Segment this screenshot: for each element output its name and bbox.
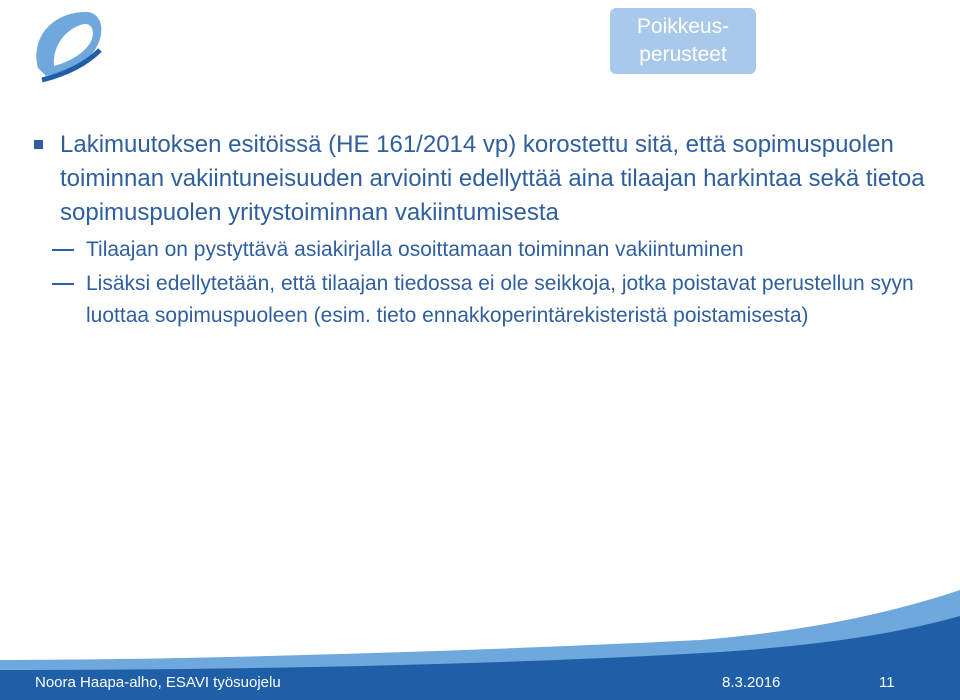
main-bullet xyxy=(34,128,934,230)
esavi-logo-icon xyxy=(28,6,106,86)
square-bullet-icon xyxy=(34,140,43,149)
sub-bullet-text: Tilaajan on pystyttävä asiakirjalla osoittamaan toiminnan vakiintuminen xyxy=(86,238,744,261)
sub-bullet xyxy=(52,234,934,266)
sub-bullet-text: Lisäksi edellytetään, että tilaajan tiedossa ei ole seikkoja, jotka poistavat perustellun syyn luottaa sopimuspuoleen (esim. tieto ennakkoperintärekisteristä poistamisesta) xyxy=(86,272,914,327)
dash-bullet-icon xyxy=(52,249,74,251)
footer-author: Noora Haapa-alho, ESAVI työsuojelu xyxy=(35,674,281,691)
slide-content xyxy=(34,128,934,334)
section-tag-line2: perusteet xyxy=(639,43,727,66)
dash-bullet-icon xyxy=(52,283,74,285)
section-tag-line1: Poikkeus- xyxy=(636,15,730,38)
sub-bullet-list xyxy=(34,234,934,332)
main-bullet-text: Lakimuutoksen esitöissä (HE 161/2014 vp) korostettu sitä, että sopimuspuolen toiminnan vakiintuneisuuden arviointi edellyttää aina tilaajan harkintaa sekä tietoa sopimuspuolen yritystoiminnan vakiintumisesta xyxy=(60,131,925,226)
section-tag xyxy=(610,8,756,74)
sub-bullet xyxy=(52,268,934,332)
footer-date: 8.3.2016 xyxy=(722,674,781,691)
footer-page-number: 11 xyxy=(879,674,895,691)
